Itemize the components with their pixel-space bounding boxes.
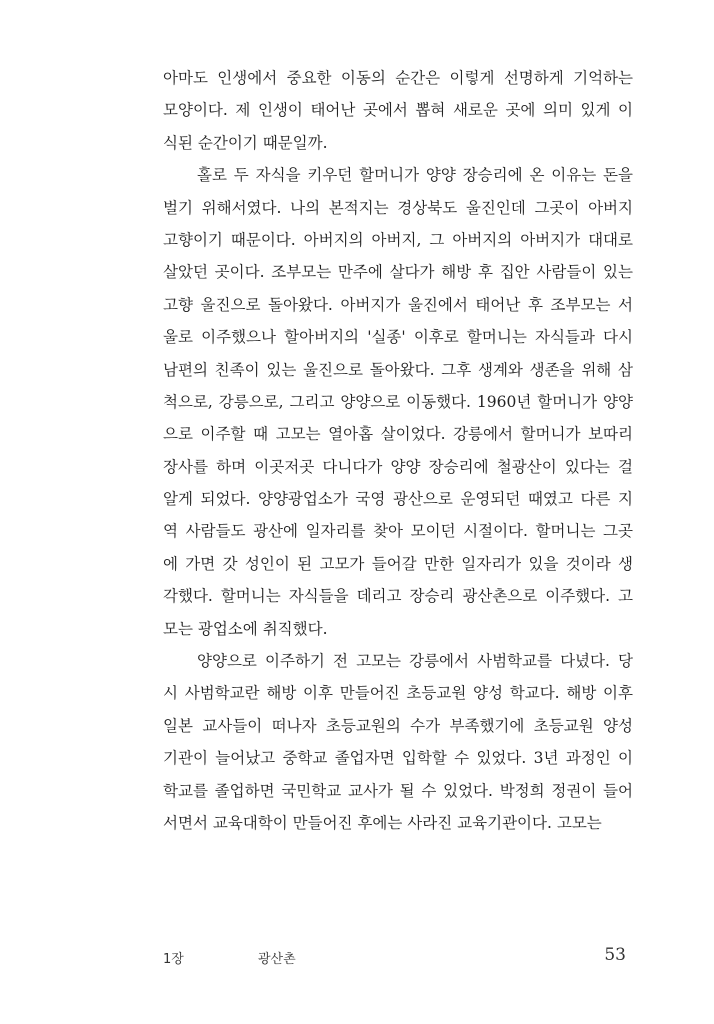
text-line: 남편의 친족이 있는 울진으로 돌아왔다. 그후 생계와 생존을 위해 삼 xyxy=(163,360,633,379)
text-line: 고향이기 때문이다. 아버지의 아버지, 그 아버지의 아버지가 대대로 xyxy=(163,230,633,249)
chapter-label: 1장 xyxy=(163,952,184,967)
body-text xyxy=(163,62,633,839)
text-line: 양양으로 이주하기 전 고모는 강릉에서 사범학교를 다녔다. 당 xyxy=(197,652,633,671)
text-line: 아마도 인생에서 중요한 이동의 순간은 이렇게 선명하게 기억하는 xyxy=(163,69,633,87)
text-line: 모는 광업소에 취직했다. xyxy=(163,619,328,638)
text-line: 울로 이주했으나 할아버지의 '실종' 이후로 할머니는 자식들과 다시 xyxy=(163,328,633,347)
text-line: 으로 이주할 때 고모는 열아홉 살이었다. 강릉에서 할머니가 보따리 xyxy=(163,425,633,444)
text-line: 살았던 곳이다. 조부모는 만주에 살다가 해방 후 집안 사람들이 있는 xyxy=(163,263,633,282)
text-line: 기관이 늘어났고 중학교 졸업자면 입학할 수 있었다. 3년 과정인 이 xyxy=(163,749,633,768)
text-line: 척으로, 강릉으로, 그리고 양양으로 이동했다. 1960년 할머니가 양양 xyxy=(163,392,633,411)
paragraph xyxy=(163,62,633,159)
text-line: 식된 순간이기 때문일까. xyxy=(163,133,328,152)
text-line: 홀로 두 자식을 키우던 할머니가 양양 장승리에 온 이유는 돈을 xyxy=(197,166,633,185)
text-line: 고향 울진으로 돌아왔다. 아버지가 울진에서 태어난 후 조부모는 서 xyxy=(163,295,633,314)
page-number: 53 xyxy=(604,945,626,965)
text-line: 모양이다. 제 인생이 태어난 곳에서 뽑혀 새로운 곳에 의미 있게 이 xyxy=(163,101,633,120)
text-line: 장사를 하며 이곳저곳 다니다가 양양 장승리에 철광산이 있다는 걸 xyxy=(163,457,633,476)
paragraph xyxy=(163,159,633,645)
paragraph xyxy=(163,645,633,839)
text-line: 벌기 위해서였다. 나의 본적지는 경상북도 울진인데 그곳이 아버지 xyxy=(163,198,633,217)
text-line: 학교를 졸업하면 국민학교 교사가 될 수 있었다. 박정희 정권이 들어 xyxy=(163,781,633,800)
page-footer xyxy=(163,945,633,969)
text-line: 역 사람들도 광산에 일자리를 찾아 모이던 시절이다. 할머니는 그곳 xyxy=(163,522,633,541)
text-line: 시 사범학교란 해방 이후 만들어진 초등교원 양성 학교다. 해방 이후 xyxy=(163,684,633,703)
text-line: 일본 교사들이 떠나자 초등교원의 수가 부족했기에 초등교원 양성 xyxy=(163,716,633,735)
text-line: 알게 되었다. 양양광업소가 국영 광산으로 운영되던 때였고 다른 지 xyxy=(163,490,633,509)
section-title: 광산촌 xyxy=(258,952,296,967)
text-line: 각했다. 할머니는 자식들을 데리고 장승리 광산촌으로 이주했다. 고 xyxy=(163,587,633,606)
text-line: 서면서 교육대학이 만들어진 후에는 사라진 교육기관이다. 고모는 xyxy=(163,813,602,832)
text-line: 에 가면 갓 성인이 된 고모가 들어갈 만한 일자리가 있을 것이라 생 xyxy=(163,554,633,573)
